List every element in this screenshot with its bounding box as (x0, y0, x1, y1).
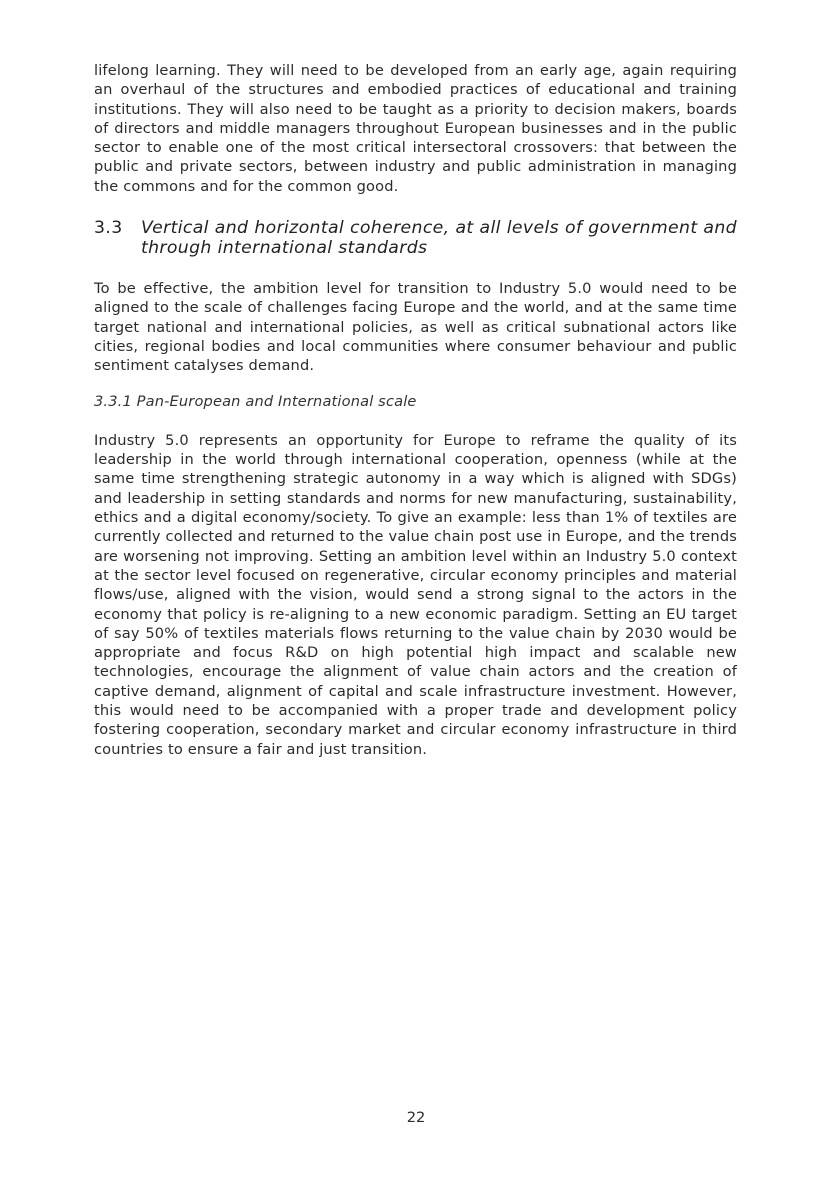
page-number: 22 (406, 1109, 426, 1126)
section-paragraph: To be effective, the ambition level for transition to Industry 5.0 would need to be aligned to the scale of challenges facing Europe and the world, and at the same time target national and international policies, as well as critical subnational actors like cities, regional bodies and local communities where consumer behaviour and public sentiment catalyses demand. (94, 280, 737, 375)
section-number: 3.3 (94, 218, 123, 239)
document-page (94, 61, 737, 759)
subsection-title: 3.3.1 Pan-European and International scale (94, 392, 417, 410)
section-title: Vertical and horizontal coherence, at all levels of government and through international standards (141, 218, 737, 259)
subsection-paragraph: Industry 5.0 represents an opportunity for Europe to reframe the quality of its leadership in the world through international cooperation, openness (while at the same time strengthening strategic autonomy in a way which is aligned with SDGs) and leadership in setting standards and norms for new manufacturing, sustainability, ethics and a digital economy/society. To give an example: less than 1% of textiles are currently collected and returned to the value chain post use in Europe, and the trends are worsening not improving. Setting an ambition level within an Industry 5.0 context at the sector level focused on regenerative, circular economy principles and material flows/use, aligned with the vision, would send a strong signal to the actors in the economy that policy is re-aligning to a new economic paradigm. Setting an EU target of say 50% of textiles materials flows returning to the value chain by 2030 would be appropriate and focus R&D on high potential high impact and scalable new technologies, encourage the alignment of value chain actors and the creation of captive demand, alignment of capital and scale infrastructure investment. However, this would need to be accompanied with a proper trade and development policy fostering cooperation, secondary market and circular economy infrastructure in third countries to ensure a fair and just transition. (94, 431, 737, 758)
intro-paragraph: lifelong learning. They will need to be developed from an early age, again requiring an overhaul of the structures and embodied practices of educational and training institutions. They will also need to be taught as a priority to decision makers, boards of directors and middle managers throughout European businesses and in the public sector to enable one of the most critical intersectoral crossovers: that between the public and private sectors, between industry and public administration in managing the commons and for the common good. (94, 62, 737, 195)
section-heading (94, 218, 737, 258)
